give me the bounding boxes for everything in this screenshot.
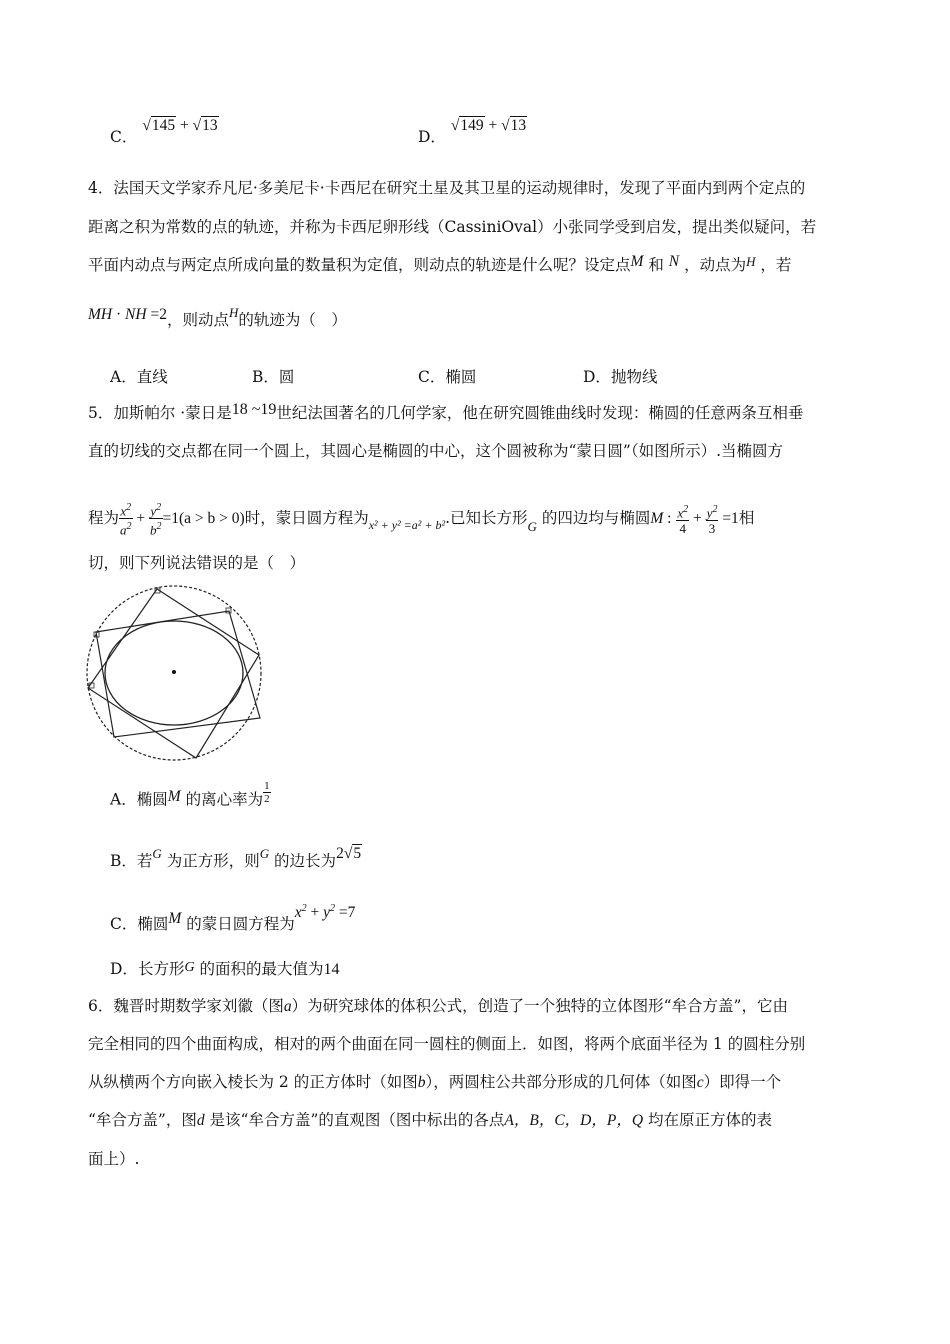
q3-option-d[interactable] bbox=[418, 117, 527, 149]
side-length-value: 2√5 bbox=[336, 845, 362, 862]
q3-option-c[interactable] bbox=[110, 117, 219, 149]
q5-line-2: 直的切线的交点都在同一个圆上，其圆心是椭圆的中心，这个圆被称为“蒙日圆”（如图所示）.当椭圆方 bbox=[88, 442, 784, 460]
sqrt-expression: √149 + √13 bbox=[450, 117, 527, 134]
q5-option-c[interactable]: C．椭圆M 的蒙日圆方程为$x^2 + y^2 =7$ bbox=[110, 903, 356, 934]
q5-option-d[interactable]: D．长方形G 的面积的最大值为14 bbox=[110, 960, 340, 978]
q4-option-a[interactable]: A．直线 bbox=[110, 368, 168, 386]
ellipse-center bbox=[172, 670, 176, 674]
monge-circle-equation: $x^2 + y^2 =7$ bbox=[294, 903, 356, 922]
q4-line-2: 距离之积为常数的点的轨迹，并称为卡西尼卵形线（CassiniOval）小张同学受到启发，提出类似疑问，若 bbox=[88, 218, 817, 236]
eccentricity-frac: $\frac{1}{2}$ bbox=[264, 780, 270, 805]
q4-line-1: 4．法国天文学家乔凡尼·多美尼卡·卡西尼在研究土星及其卫星的运动规律时，发现了平面内到两个定点的 bbox=[88, 179, 806, 197]
q4-option-c[interactable]: C．椭圆 bbox=[418, 368, 477, 386]
point-m: M bbox=[630, 253, 644, 270]
point-n: N bbox=[668, 253, 680, 270]
ellipse-general-frac-y: $\frac{y^2}{b^2}$ bbox=[150, 502, 162, 538]
q6-line-1: 6．魏晋时期数学家刘徽（图a）为研究球体的体积公式，创造了一个独特的立体图形“牟合方盖”，它由 bbox=[88, 997, 788, 1015]
q4-line-4: MH · NH =2，则动点$^H$的轨迹为（ ） bbox=[88, 305, 347, 329]
ellipse-m-frac-y: $\frac{y^2}{3}$ bbox=[706, 503, 718, 536]
q6-line-5: 面上）. bbox=[88, 1150, 140, 1168]
monge-equation: x² + y² =a² + b² bbox=[368, 517, 446, 532]
q5-option-b[interactable]: B．若$^G$ 为正方形，则$^G$ 的边长为2√5 bbox=[110, 845, 362, 870]
monge-circle-figure bbox=[84, 584, 266, 766]
q5-option-a[interactable]: A．椭圆M 的离心率为 $\frac{1}{2}$ bbox=[110, 780, 270, 809]
option-label: D． bbox=[418, 128, 446, 146]
q6-line-2: 完全相同的四个曲面构成，相对的两个曲面在同一圆柱的侧面上．如图，将两个底面半径为 1 的圆柱分别 bbox=[88, 1035, 806, 1053]
q5-line-1: 5．加斯帕尔 ·蒙日是18 ~19世纪法国著名的几何学家，他在研究圆锥曲线时发现：椭圆的任意两条互相垂 bbox=[88, 401, 804, 422]
vector-equation: MH · NH =2 bbox=[88, 306, 167, 323]
ellipse-general-frac-x: $\frac{x^2}{a^2}$ bbox=[120, 502, 132, 538]
q5-line-4: 切，则下列说法错误的是（ ） bbox=[88, 554, 306, 572]
q5-line-3: 程为 $\frac{x^2}{a^2}$ + $\frac{y^2}{b^2}$ =1(a > b > 0)时，蒙日圆方程为$_{x^2 + y^2 =a^2 + b^2}$.已知长方形$_G$ 的四边均与椭圆M : $\frac{x^2}{4}$ + $\frac{y^2}{3}$ =1相 bbox=[88, 502, 755, 538]
ellipse-m-frac-x: $\frac{x^2}{4}$ bbox=[677, 503, 689, 536]
sqrt-expression: √145 + √13 bbox=[142, 117, 218, 134]
option-label: C． bbox=[110, 128, 138, 146]
ellipse-condition: =1(a > b > 0) bbox=[162, 509, 245, 527]
point-h: H bbox=[746, 254, 756, 269]
q4-line-3: 平面内动点与两定点所成向量的数量积为定值，则动点的轨迹是什么呢？设定点M 和 N ，动点为$^H$ ，若 bbox=[88, 253, 792, 274]
q6-line-3: 从纵横两个方向嵌入棱长为 2 的正方体时（如图b），两圆柱公共部分形成的几何体（如图c）即得一个 bbox=[88, 1073, 782, 1091]
rectangle-horizontal bbox=[96, 611, 260, 737]
q4-option-d[interactable]: D．抛物线 bbox=[583, 368, 658, 386]
q4-option-b[interactable]: B．圆 bbox=[252, 368, 295, 386]
q6-line-4: “牟合方盖”，图d 是该“牟合方盖”的直观图（图中标出的各点A，B，C，D，P，Q 均在原正方体的表 bbox=[88, 1111, 772, 1129]
century-range: 18 ~19 bbox=[231, 401, 277, 418]
